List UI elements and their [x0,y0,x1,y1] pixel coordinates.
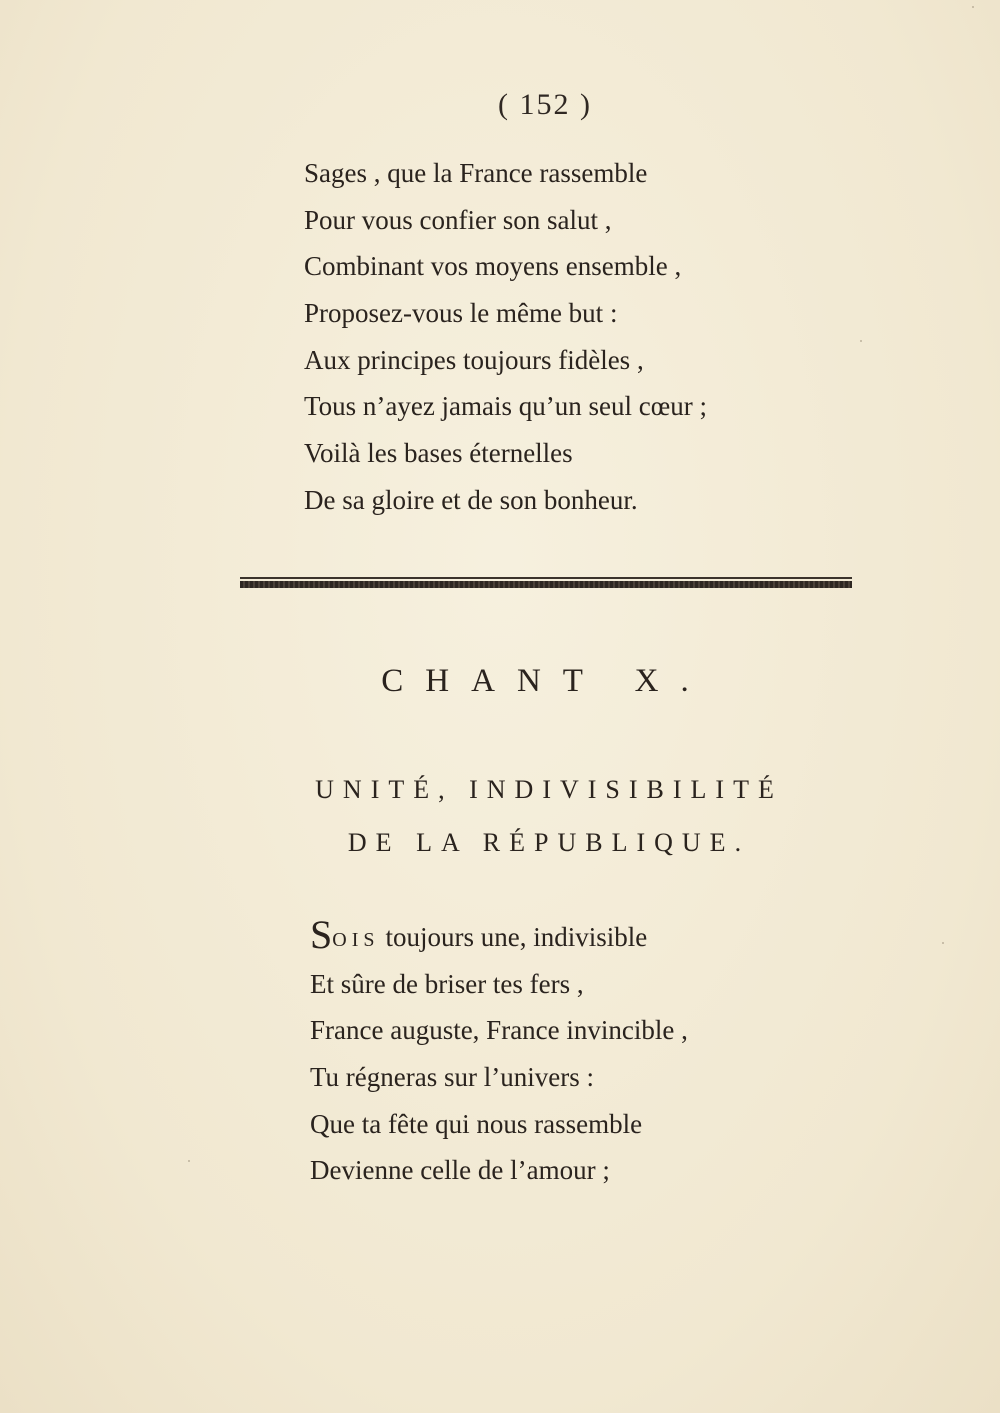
verse-line: Combinant vos moyens ensemble , [304,251,682,282]
paper-speck [860,340,862,342]
chant-subtitle-line-2: DE LA RÉPUBLIQUE. [347,828,751,857]
page-number: ( 152 ) [498,88,592,121]
drop-cap: S [310,912,333,957]
stanza-1 [304,150,707,524]
verse-line-first [310,914,688,961]
chant-subtitle-line-1: UNITÉ, INDIVISIBILITÉ [315,775,783,804]
verse-line: France auguste, France invincible , [310,1015,688,1046]
divider-thick-line [240,581,852,588]
verse-line: Voilà les bases éternelles [304,438,573,469]
verse-line: Que ta fête qui nous rassemble [310,1108,643,1139]
verse-line: Aux principes toujours fidèles , [304,344,644,375]
verse-line: De sa gloire et de son bonheur. [304,484,638,515]
paper-speck [942,942,944,944]
verse-line: Et sûre de briser tes fers , [310,968,584,999]
verse-line: Pour vous confier son salut , [304,204,612,235]
verse-line: Devienne celle de l’amour ; [310,1155,610,1186]
divider-thin-line [240,577,852,579]
drop-cap-continuation: OIS [332,929,380,951]
verse-line: Tu régneras sur l’univers : [310,1062,594,1093]
section-divider [240,577,852,591]
paper-speck [972,6,974,8]
verse-line: Proposez-vous le même but : [304,298,618,329]
paper-speck [188,1160,190,1162]
verse-line: Tous n’ayez jamais qu’un seul cœur ; [304,391,707,422]
chant-heading: CHANT X. [381,663,711,699]
verse-line-first-rest: toujours une, indivisible [385,922,648,952]
stanza-2 [310,914,688,1194]
verse-line: Sages , que la France rassemble [304,158,648,188]
